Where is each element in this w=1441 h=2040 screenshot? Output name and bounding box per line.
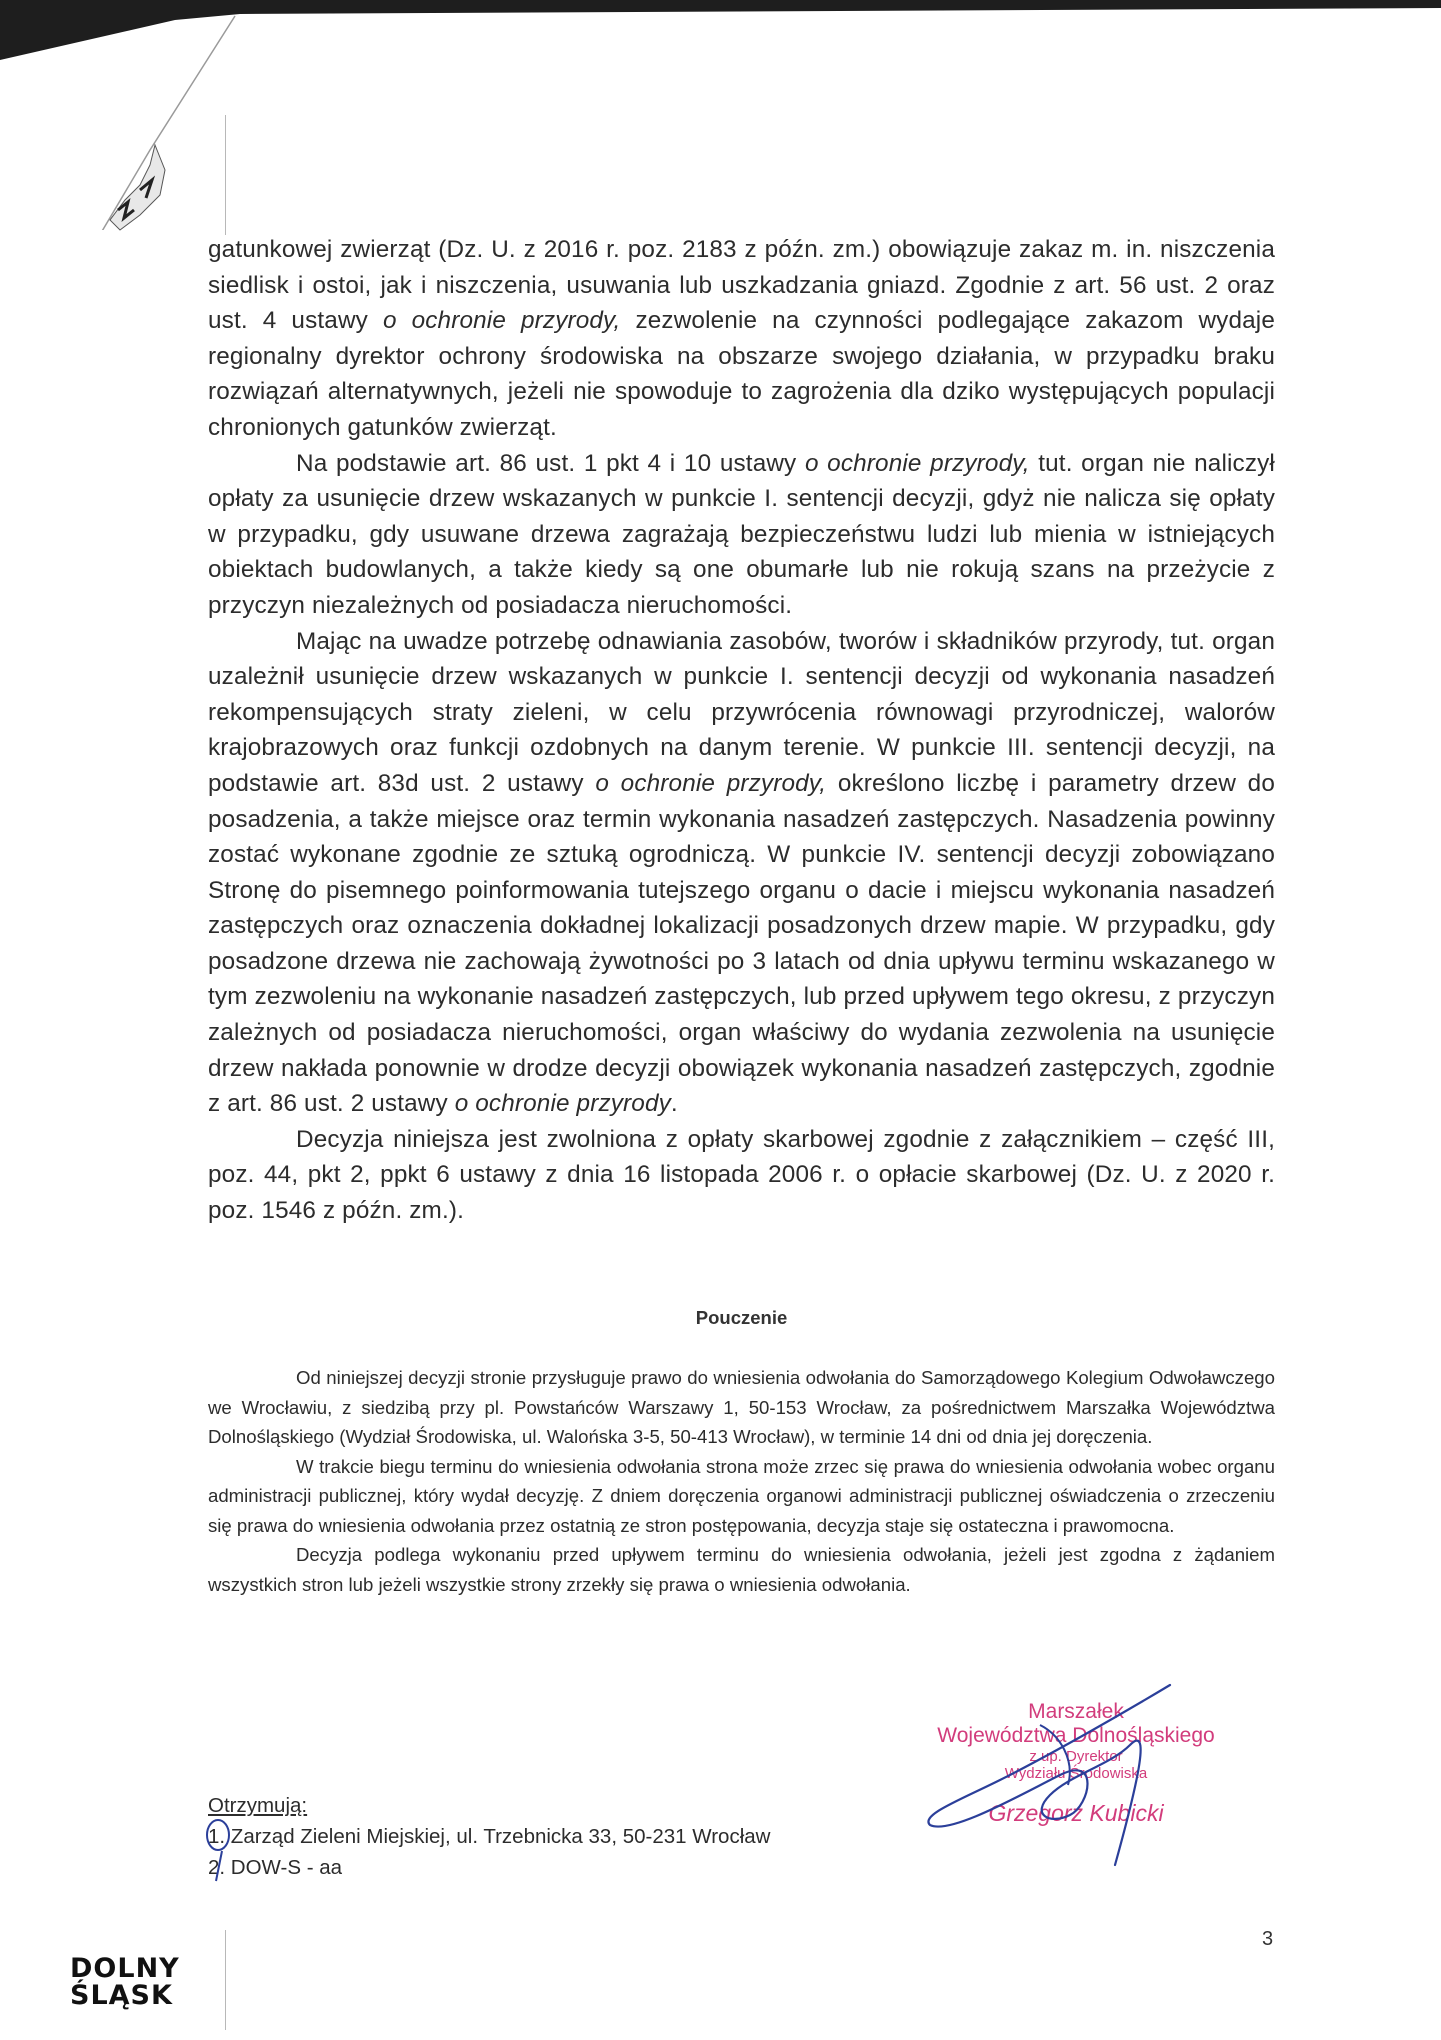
notice-paragraph-3: Decyzja podlega wykonaniu przed upływem terminu do wniesienia odwołania, jeżeli jest zgodna z żądaniem wszystkich stron lub jeżeli wszystkie strony zrzekły się prawa o wniesienia odwołania. bbox=[208, 1544, 1275, 1595]
body-paragraph-2 bbox=[208, 446, 1275, 624]
act-title-italic: o ochronie przyrody, bbox=[595, 769, 827, 797]
notice-paragraph-1: Od niniejszej decyzji stronie przysługuje prawo do wniesienia odwołania do Samorządowego Kolegium Odwoławczego we Wrocławiu, z siedzibą przy pl. Powstańców Warszawy 1, 50-153 Wrocław, za pośrednictwem Marszałka Województwa Dolnośląskiego (Wydział Środowiska, ul. Walońska 3-5, 50-413 Wrocław), w terminie 14 dni od dnia jej doręczenia. bbox=[208, 1367, 1275, 1447]
act-title-italic: o ochronie przyrody, bbox=[382, 307, 621, 335]
paragraph-text: . bbox=[670, 1090, 678, 1118]
stamp-authorization: z up. Dyrektor bbox=[1029, 1748, 1123, 1765]
paragraph-text: Decyzja niniejsza jest zwolniona z opłaty skarbowej zgodnie z załącznikiem – część III, poz. 44, pkt 2, ppkt 6 ustawy z dnia 16 listopada 2006 r. o opłacie skarbowej (Dz. U. z 2020 r. poz. 1546 z późn. zm.). bbox=[208, 1125, 1275, 1225]
paragraph-text: gatunkowej zwierząt (Dz. U. z 2016 r. poz. 2183 z późn. zm.) obowiązuje zakaz m. in. niszczenia siedlisk i ostoi, jak i niszczenia, usuwania lub uszkadzania gniazd. Zgodnie z art. 56 ust. 2 oraz ust. 4 ustawy bbox=[208, 236, 1275, 335]
logo-line-1: DOLNY bbox=[70, 1953, 180, 1984]
stamp-signatory-name: Grzegorz Kubicki bbox=[988, 1800, 1164, 1826]
dolny-slask-logo bbox=[70, 1955, 180, 2009]
recipients-block bbox=[208, 1790, 770, 1883]
body-paragraph-3 bbox=[208, 624, 1275, 1122]
paragraph-text: tut. organ nie naliczył opłaty za usunięcie drzew wskazanych w punkcie I. sentencji decyzji, gdyż nie nalicza się opłaty w przypadku, gdy usuwane drzewa zagrażają bezpieczeństwu ludzi lub mienia w istniejących obiektach budowlanych, a także kiedy są one obumarłe lub nie rokują szans na przeżycie z przyczyn niezależnych od posiadacza nieruchomości. bbox=[208, 449, 1275, 619]
paragraph-text: Na podstawie art. 86 ust. 1 pkt 4 i 10 ustawy bbox=[296, 449, 805, 477]
stamp-title: Marszałek bbox=[1028, 1700, 1124, 1723]
margin-rule-top bbox=[225, 115, 226, 235]
notice-heading: Pouczenie bbox=[695, 1307, 788, 1328]
body-paragraph-4 bbox=[208, 1122, 1275, 1229]
coat-of-arms-emblem bbox=[100, 140, 170, 240]
notice-text bbox=[208, 1363, 1275, 1599]
recipients-label: Otrzymują: bbox=[208, 1794, 308, 1817]
stamp-department: Wydziału Środowiska bbox=[1004, 1765, 1148, 1782]
page-number: 3 bbox=[1262, 1928, 1274, 1950]
paragraph-text: Mając na uwadze potrzebę odnawiania zasobów, tworów i składników przyrody, tut. organ uzależnił usunięcie drzew wskazanych w punkcie I. sentencji decyzji od wykonania nasadzeń rekompensujących straty zieleni, w celu przywrócenia równowagi przyrodniczej, walorów krajobrazowych oraz funkcji ozdobnych na danym terenie. W punkcie III. sentencji decyzji, na podstawie art. 83d ust. 2 ustawy bbox=[208, 627, 1275, 797]
act-title-italic: o ochronie przyrody, bbox=[804, 449, 1030, 477]
notice-paragraph-2: W trakcie biegu terminu do wniesienia odwołania strona może zrzec się prawa do wniesienia odwołania wobec organu administracji publicznej, który wydał decyzję. Z dniem doręczenia organowi administracji publicznej oświadczenia o zrzeczeniu się prawa do wniesienia odwołania przez ostatnią ze stron postępowania, decyzja staje się ostateczna i prawomocna. bbox=[208, 1455, 1275, 1536]
recipient-item: 2. DOW-S - aa bbox=[208, 1856, 343, 1879]
act-title-italic: o ochronie przyrody bbox=[454, 1090, 671, 1118]
margin-rule-bottom bbox=[225, 1930, 226, 2030]
handwritten-signature bbox=[900, 1665, 1260, 1875]
stamp-office: Województwa Dolnośląskiego bbox=[937, 1724, 1215, 1747]
handwritten-circle-mark bbox=[200, 1815, 240, 1890]
recipient-item: 1. Zarząd Zieleni Miejskiej, ul. Trzebnicka 33, 50-231 Wrocław bbox=[208, 1825, 771, 1848]
paragraph-text: zezwolenie na czynności podlegające zakazom wydaje regionalny dyrektor ochrony środowiska na obszarze swojego działania, w przypadku braku rozwiązań alternatywnych, jeżeli nie spowoduje to zagrożenia dla dziko występujących populacji chronionych gatunków zwierząt. bbox=[208, 307, 1276, 441]
scan-edge-shadow bbox=[0, 0, 1441, 230]
paragraph-text: określono liczbę i parametry drzew do posadzenia, a także miejsce oraz termin wykonania nasadzeń zastępczych. Nasadzenia powinny zostać wykonane zgodnie ze sztuką ogrodniczą. W punkcie IV. sentencji decyzji zobowiązano Stronę do pisemnego poinformowania tutejszego organu o dacie i miejscu wykonania nasadzeń zastępczych oraz oznaczenia dokładnej lokalizacji posadzonych drzew mapie. W przypadku, gdy posadzone drzewa nie zachowają żywotności po 3 latach od dnia upływu terminu wskazanego w tym zezwoleniu na wykonanie nasadzeń zastępczych, lub przed upływem tego okresu, z przyczyn zależnych od posiadacza nieruchomości, organ właściwy do wydania zezwolenia na usunięcie drzew nakłada ponownie w drodze decyzji obowiązek wykonania nasadzeń zastępczych, zgodnie z art. 86 ust. 2 ustawy bbox=[208, 769, 1275, 1118]
body-paragraph-1 bbox=[208, 232, 1275, 446]
logo-line-2: ŚLĄSK bbox=[70, 1980, 173, 2011]
decision-justification-text bbox=[208, 232, 1275, 1229]
